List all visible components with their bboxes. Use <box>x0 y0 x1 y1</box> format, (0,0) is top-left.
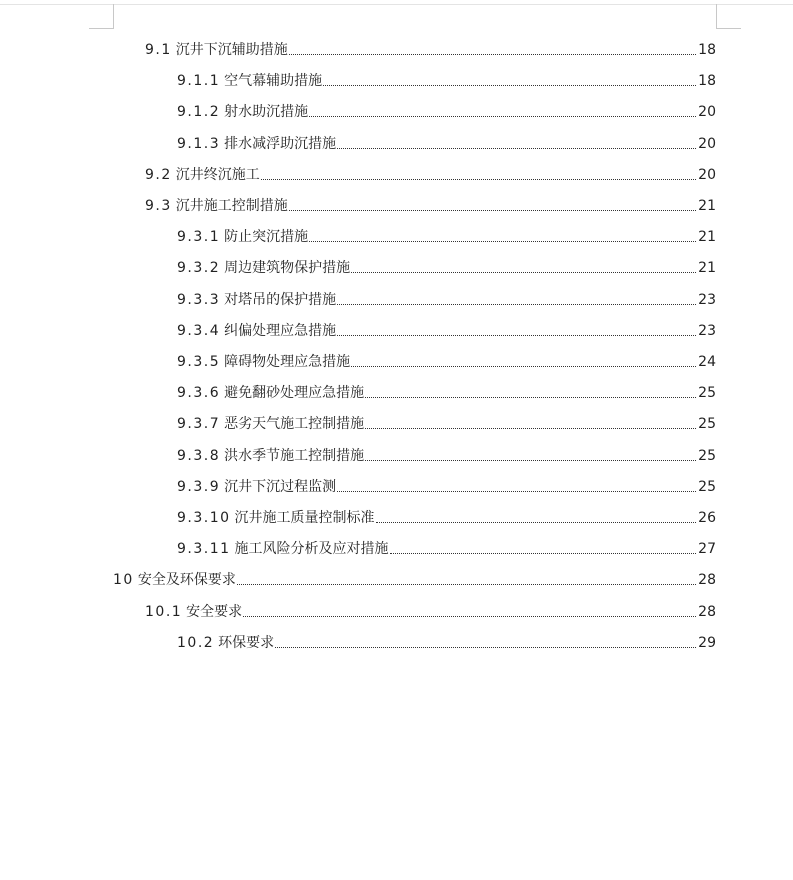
toc-entry-title: 环保要求 <box>218 634 275 651</box>
toc-entry-title: 洪水季节施工控制措施 <box>224 447 365 464</box>
toc-entry-number: 9.1.3 <box>177 135 221 152</box>
toc-entry-page-number: 25 <box>698 416 716 433</box>
toc-entry[interactable] <box>177 402 716 433</box>
toc-dot-leader <box>289 209 696 211</box>
toc-entry-number: 9.3.7 <box>177 416 221 433</box>
toc-entry-title: 恶劣天气施工控制措施 <box>224 416 365 433</box>
toc-entry-number: 10.1 <box>145 603 183 620</box>
toc-dot-leader <box>365 427 696 429</box>
toc-dot-leader <box>275 646 696 648</box>
toc-entry-page-number: 21 <box>698 229 716 246</box>
toc-dot-leader <box>351 271 696 273</box>
toc-entry-number: 9.3.4 <box>177 322 221 339</box>
toc-entry-number: 9.3.8 <box>177 447 221 464</box>
toc-entry[interactable] <box>177 340 716 371</box>
toc-entry[interactable] <box>145 153 716 184</box>
toc-entry-page-number: 26 <box>698 510 716 526</box>
toc-entry-page-number: 25 <box>698 447 716 464</box>
toc-entry-title: 纠偏处理应急措施 <box>224 322 337 339</box>
toc-entry-number: 10 <box>113 572 134 589</box>
toc-entry-title: 排水减浮助沉措施 <box>224 135 337 152</box>
toc-entry-number: 9.3.2 <box>177 260 221 277</box>
toc-entry-number: 9.3.10 <box>177 510 231 526</box>
toc-entry-page-number: 23 <box>698 322 716 339</box>
toc-entry[interactable] <box>177 621 716 652</box>
toc-entry-title: 避免翻砂处理应急措施 <box>224 385 365 402</box>
toc-entry-number: 9.1.2 <box>177 104 221 121</box>
toc-entry-title: 沉井施工质量控制标准 <box>234 510 375 526</box>
toc-entry-number: 9.3.1 <box>177 229 221 246</box>
toc-entry[interactable] <box>177 59 716 90</box>
toc-dot-leader <box>365 459 696 461</box>
toc-entry-title: 沉井施工控制措施 <box>175 198 288 214</box>
toc-entry-page-number: 20 <box>698 166 716 183</box>
toc-entry[interactable] <box>177 434 716 465</box>
toc-entry[interactable] <box>145 184 716 215</box>
toc-entry[interactable] <box>177 527 716 558</box>
toc-entry-number: 9.1.1 <box>177 73 221 90</box>
toc-dot-leader <box>323 84 696 86</box>
toc-dot-leader <box>351 365 696 367</box>
toc-entry-title: 射水助沉措施 <box>224 104 309 121</box>
toc-entry-page-number: 23 <box>698 291 716 308</box>
toc-entry[interactable] <box>177 309 716 340</box>
toc-entry-title: 障碍物处理应急措施 <box>224 354 351 370</box>
toc-dot-leader <box>237 583 696 585</box>
toc-entry-title: 沉井下沉过程监测 <box>224 478 337 495</box>
toc-entry-number: 9.3.5 <box>177 354 221 370</box>
toc-dot-leader <box>365 396 696 398</box>
toc-entry-page-number: 25 <box>698 385 716 402</box>
toc-entry-title: 施工风险分析及应对措施 <box>234 541 389 558</box>
toc-entry[interactable] <box>145 590 716 621</box>
toc-entry-number: 9.1 <box>145 42 172 58</box>
toc-entry[interactable] <box>177 278 716 309</box>
toc-entry-title: 安全及环保要求 <box>137 572 236 589</box>
toc-entry-page-number: 18 <box>698 73 716 90</box>
toc-entry[interactable] <box>177 465 716 496</box>
toc-entry[interactable] <box>177 371 716 402</box>
toc-dot-leader <box>390 552 696 554</box>
margin-corner-mark-right <box>716 4 741 29</box>
toc-entry-number: 9.3.9 <box>177 478 221 495</box>
toc-entry-page-number: 21 <box>698 198 716 214</box>
toc-entry-title: 周边建筑物保护措施 <box>224 260 351 277</box>
toc-dot-leader <box>309 240 696 242</box>
toc-entry-page-number: 20 <box>698 104 716 121</box>
toc-entry-title: 空气幕辅助措施 <box>224 73 323 90</box>
toc-dot-leader <box>337 334 696 336</box>
toc-entry-page-number: 24 <box>698 354 716 370</box>
toc-entry-title: 对塔吊的保护措施 <box>224 291 337 308</box>
toc-dot-leader <box>337 303 696 305</box>
toc-entry-number: 9.2 <box>145 166 172 183</box>
toc-dot-leader <box>261 178 696 180</box>
toc-entry[interactable] <box>177 122 716 153</box>
toc-dot-leader <box>309 115 696 117</box>
toc-entry-title: 防止突沉措施 <box>224 229 309 246</box>
toc-entry[interactable] <box>177 90 716 121</box>
toc-entry-page-number: 28 <box>698 572 716 589</box>
toc-entry-page-number: 20 <box>698 135 716 152</box>
toc-entry-page-number: 18 <box>698 42 716 58</box>
toc-entry[interactable] <box>145 28 716 59</box>
toc-dot-leader <box>289 53 696 55</box>
toc-entry-number: 9.3.3 <box>177 291 221 308</box>
page-top-edge <box>0 4 793 5</box>
toc-entry-number: 9.3 <box>145 198 172 214</box>
toc-entry-page-number: 27 <box>698 541 716 558</box>
toc-entry-page-number: 29 <box>698 634 716 651</box>
toc-entry[interactable] <box>177 215 716 246</box>
toc-entry-title: 沉井下沉辅助措施 <box>175 42 288 58</box>
toc-entry-page-number: 21 <box>698 260 716 277</box>
toc-entry[interactable] <box>113 558 716 589</box>
toc-entry[interactable] <box>177 246 716 277</box>
margin-corner-mark-left <box>89 4 114 29</box>
toc-entry-page-number: 25 <box>698 478 716 495</box>
toc-dot-leader <box>337 147 696 149</box>
toc-dot-leader <box>376 521 696 523</box>
toc-entry-number: 9.3.11 <box>177 541 231 558</box>
toc-entry-title: 沉井终沉施工 <box>175 166 260 183</box>
toc-dot-leader <box>337 490 696 492</box>
toc-entry-page-number: 28 <box>698 603 716 620</box>
toc-dot-leader <box>243 615 696 617</box>
toc-entry-number: 9.3.6 <box>177 385 221 402</box>
toc-entry-number: 10.2 <box>177 634 215 651</box>
toc-entry[interactable] <box>177 496 716 527</box>
toc-entry-title: 安全要求 <box>186 603 243 620</box>
